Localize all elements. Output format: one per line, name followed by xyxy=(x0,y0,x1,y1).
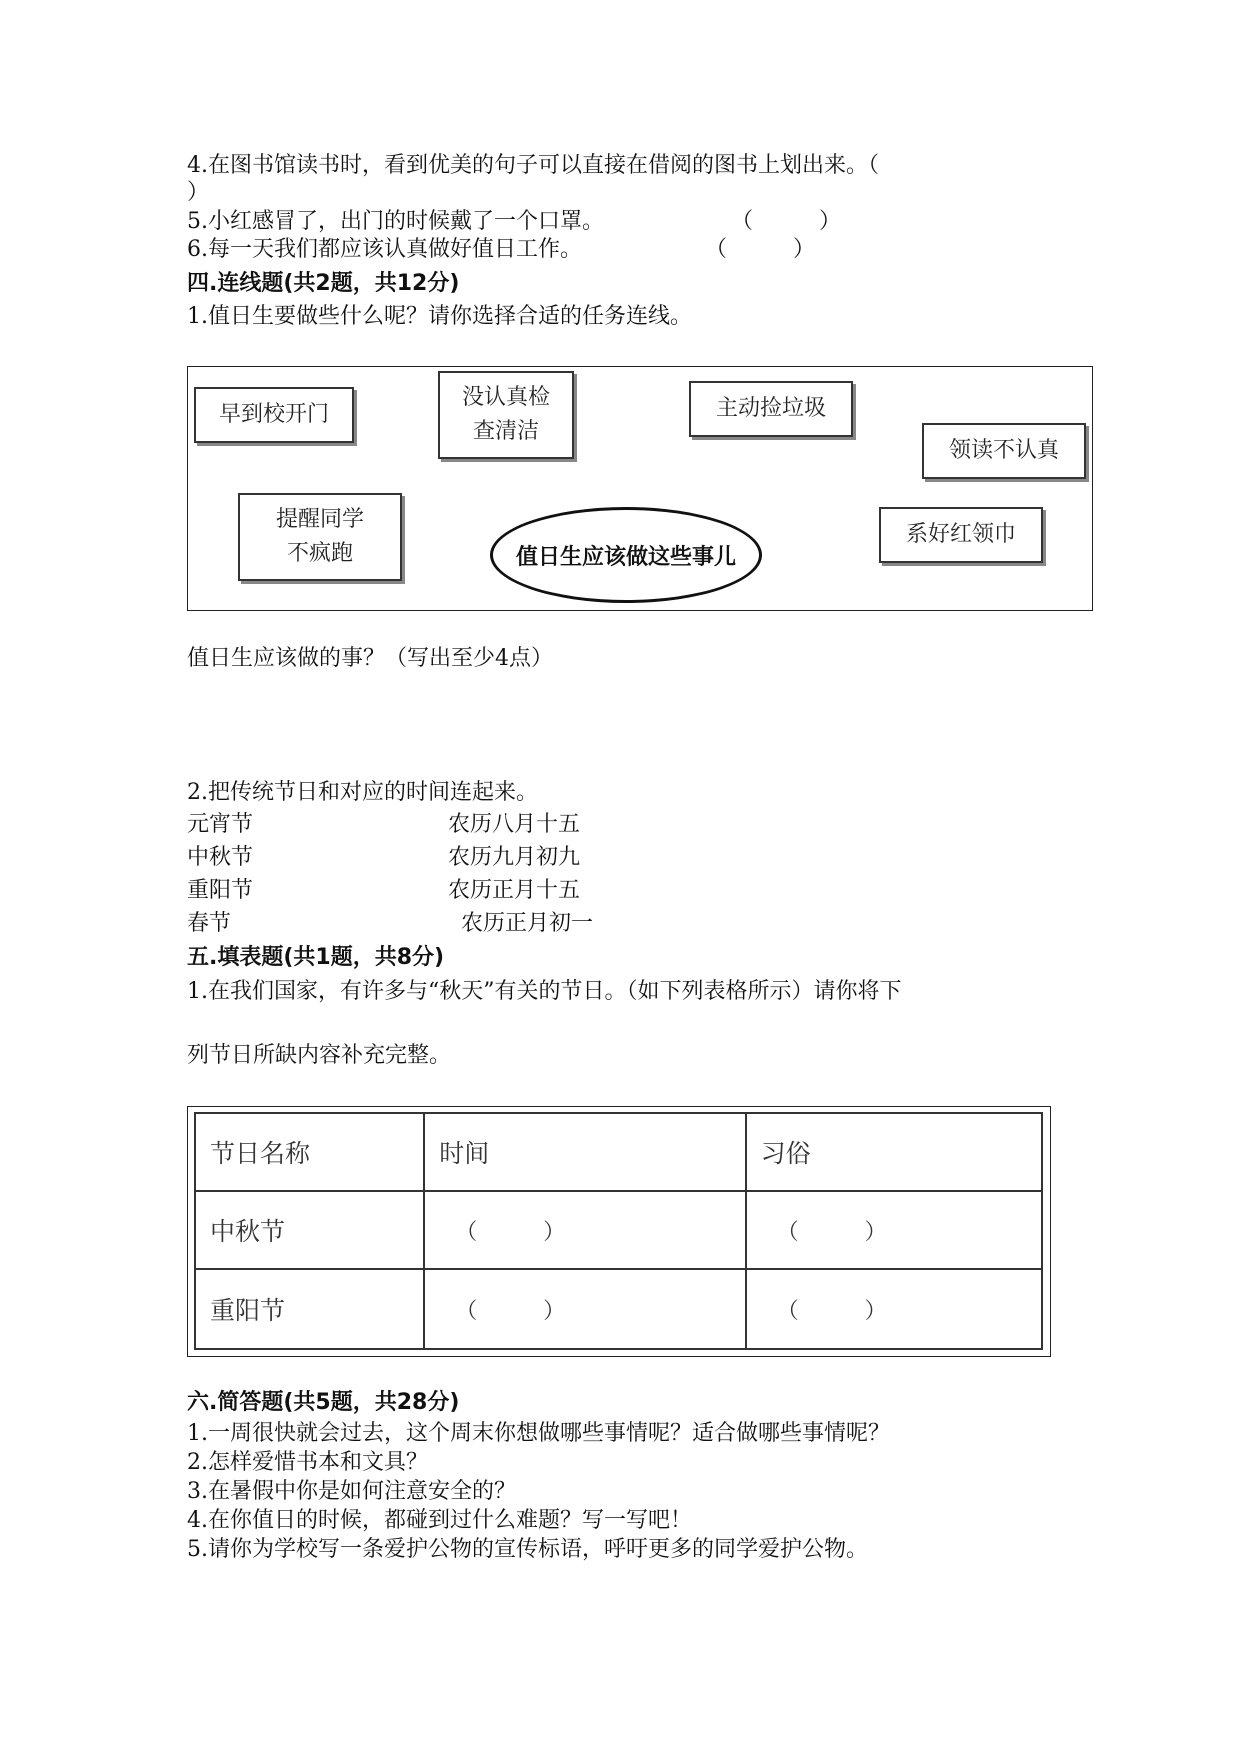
judge-item-5: 5.小红感冒了，出门的时候戴了一个口罩。 xyxy=(187,209,604,234)
answer-prompt: 值日生应该做的事？（写出至少4点） xyxy=(187,646,553,671)
festival-name[interactable]: 元宵节 xyxy=(187,812,254,837)
question-text: 2.把传统节日和对应的时间连起来。 xyxy=(187,780,538,805)
task-box[interactable]: 系好红领巾 xyxy=(879,507,1043,563)
table-header-cell: 习俗 xyxy=(746,1113,1042,1191)
judge-item-4-paren-close: ） xyxy=(187,180,210,205)
matching-diagram xyxy=(187,366,1093,611)
task-box[interactable]: 早到校开门 xyxy=(194,387,354,443)
short-answer-question: 1.一周很快就会过去，这个周末你想做哪些事情呢？适合做哪些事情呢？ xyxy=(187,1421,890,1446)
question-text: 1.在我们国家，有许多与“秋天”有关的节日。（如下列表格所示）请你将下 xyxy=(187,979,902,1004)
question-text-cont: 列节日所缺内容补充完整。 xyxy=(187,1043,452,1068)
festival-name[interactable]: 春节 xyxy=(187,911,232,936)
task-box[interactable]: 领读不认真 xyxy=(922,423,1086,479)
task-box[interactable]: 没认真检 查清洁 xyxy=(438,371,574,459)
short-answer-question: 3.在暑假中你是如何注意安全的？ xyxy=(187,1479,516,1504)
task-box[interactable]: 主动捡垃圾 xyxy=(689,381,853,437)
table-answer-cell[interactable]: （ ） xyxy=(746,1269,1042,1349)
short-answer-question: 4.在你值日的时候，都碰到过什么难题？写一写吧！ xyxy=(187,1508,692,1533)
judge-item-4: 4.在图书馆读书时，看到优美的句子可以直接在借阅的图书上划出来。（ xyxy=(187,153,879,178)
festival-date[interactable]: 农历八月十五 xyxy=(448,812,581,837)
section-title: 五.填表题(共1题，共8分) xyxy=(187,945,445,970)
table-answer-cell[interactable]: （ ） xyxy=(424,1269,745,1349)
judge-item-6: 6.每一天我们都应该认真做好值日工作。 xyxy=(187,237,582,262)
festival-table xyxy=(194,1112,1043,1350)
table-row xyxy=(195,1269,1042,1349)
festival-date[interactable]: 农历正月十五 xyxy=(448,878,581,903)
answer-paren[interactable]: （ ） xyxy=(731,209,842,234)
question-text: 1.值日生要做些什么呢？请你选择合适的任务连线。 xyxy=(187,304,692,329)
festival-date[interactable]: 农历九月初九 xyxy=(448,845,581,870)
table-answer-cell[interactable]: （ ） xyxy=(424,1191,745,1269)
answer-paren[interactable]: （ ） xyxy=(705,237,816,262)
festival-name[interactable]: 重阳节 xyxy=(187,878,254,903)
table-answer-cell[interactable]: （ ） xyxy=(746,1191,1042,1269)
short-answer-question: 5.请你为学校写一条爱护公物的宣传标语，呼吁更多的同学爱护公物。 xyxy=(187,1537,868,1562)
table-header-cell: 节日名称 xyxy=(195,1113,424,1191)
section-title: 四.连线题(共2题，共12分) xyxy=(187,271,460,296)
short-answer-question: 2.怎样爱惜书本和文具？ xyxy=(187,1450,428,1475)
festival-date[interactable]: 农历正月初一 xyxy=(461,911,594,936)
festival-name[interactable]: 中秋节 xyxy=(187,845,254,870)
table-cell: 中秋节 xyxy=(195,1191,424,1269)
task-box[interactable]: 提醒同学 不疯跑 xyxy=(238,493,402,581)
table-cell: 重阳节 xyxy=(195,1269,424,1349)
section-title: 六.简答题(共5题，共28分) xyxy=(187,1390,460,1415)
table-header-cell: 时间 xyxy=(424,1113,745,1191)
table-row xyxy=(195,1191,1042,1269)
center-ellipse[interactable]: 值日生应该做这些事儿 xyxy=(490,507,762,603)
festival-table-frame xyxy=(187,1106,1051,1357)
